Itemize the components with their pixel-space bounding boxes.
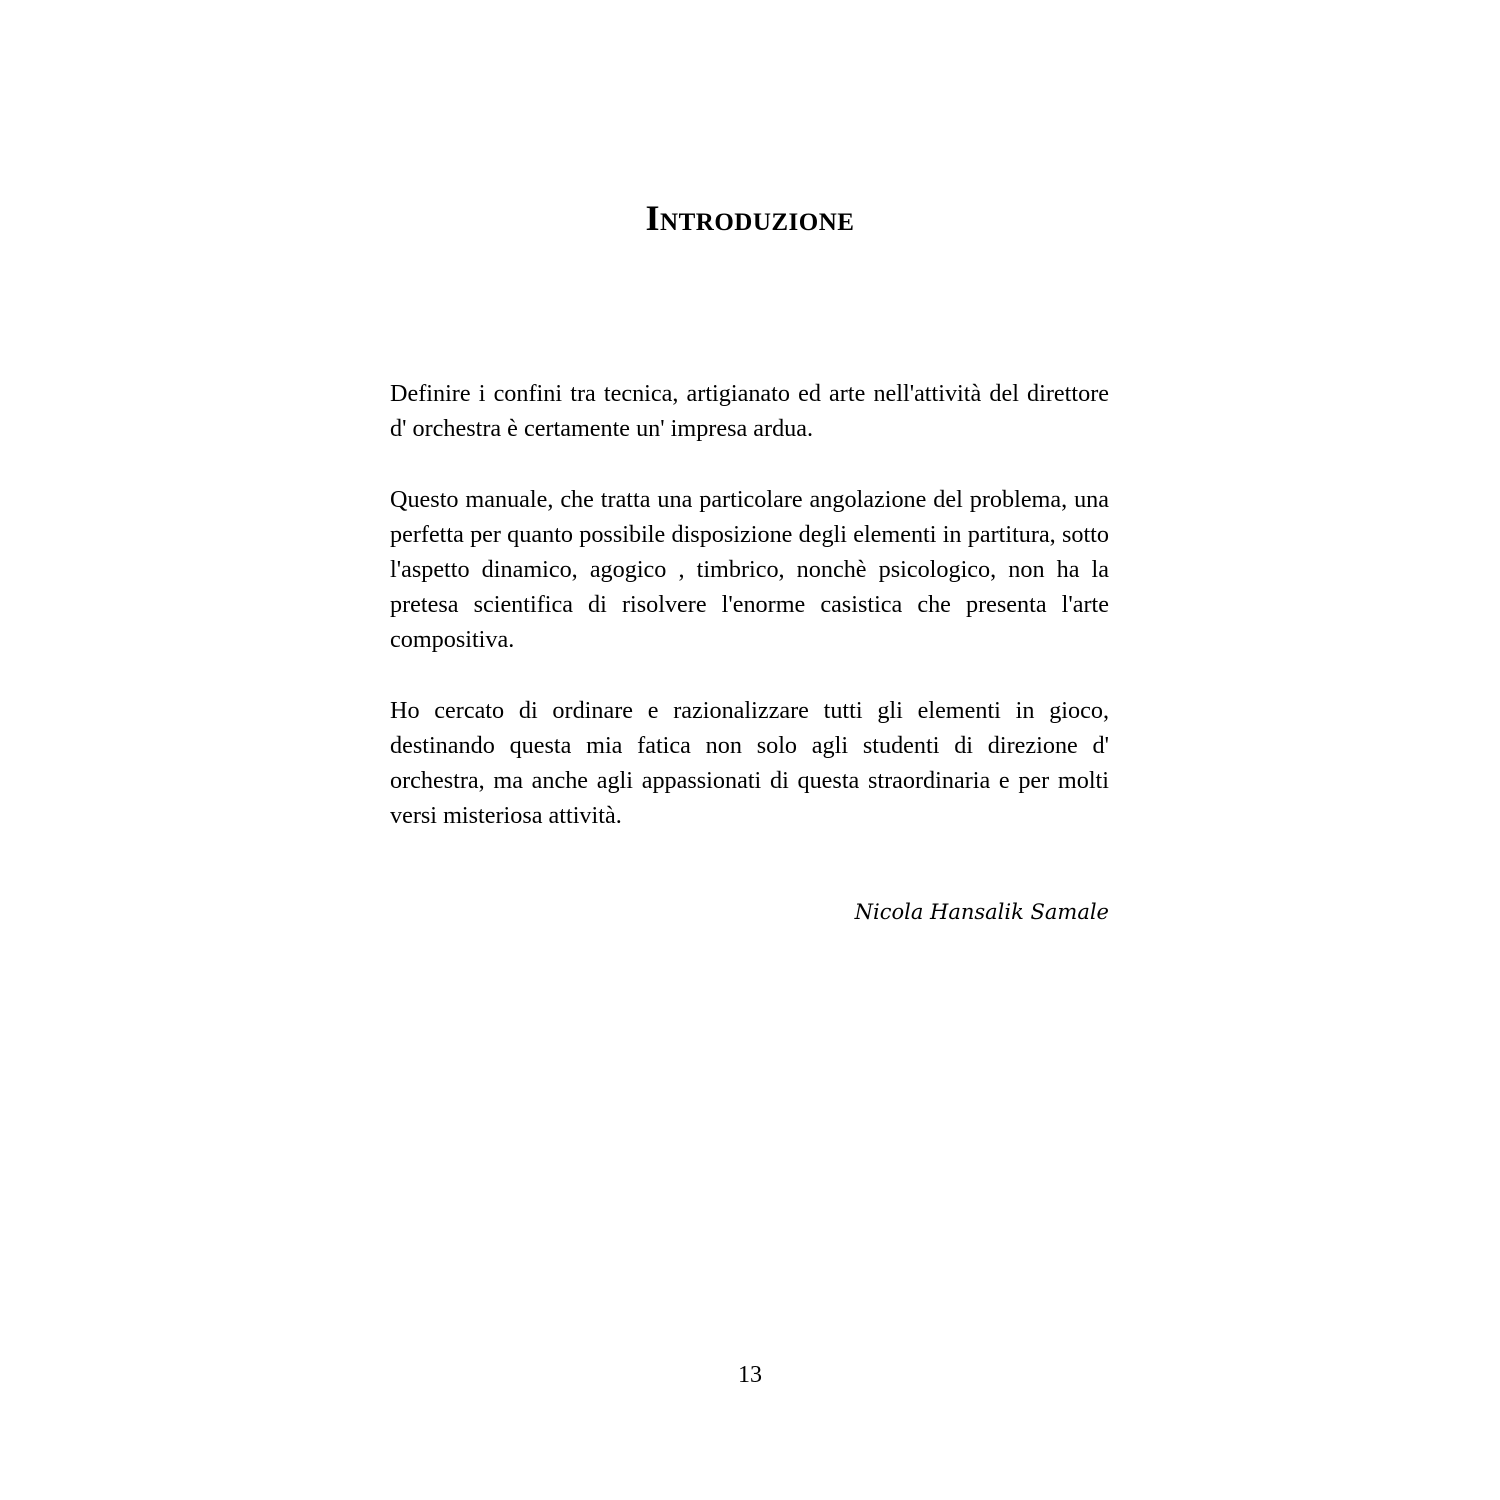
body-text	[390, 376, 1109, 869]
paragraph: Questo manuale, che tratta una particolare angolazione del problema, una perfetta per quanto possibile disposizione degli elementi in partitura, sotto l'aspetto dinamico, agogico , timbrico, nonchè psicologico, non ha la pretesa scientifica di risolvere l'enorme casistica che presenta l'arte compositiva.	[390, 486, 1109, 653]
author-signature: Nicola Hansalik Samale	[854, 900, 1109, 924]
paragraph: Ho cercato di ordinare e razionalizzare tutti gli elementi in gioco, destinando questa mia fatica non solo agli studenti di direzione d' orchestra, ma anche agli appassionati di questa straordinaria e per molti versi misteriosa attività.	[390, 697, 1109, 829]
page-number: 13	[738, 1362, 762, 1388]
page-title: Introduzione	[645, 198, 855, 238]
paragraph: Definire i confini tra tecnica, artigianato ed arte nell'attività del direttore d' orchestra è certamente un' impresa ardua.	[390, 380, 1109, 442]
